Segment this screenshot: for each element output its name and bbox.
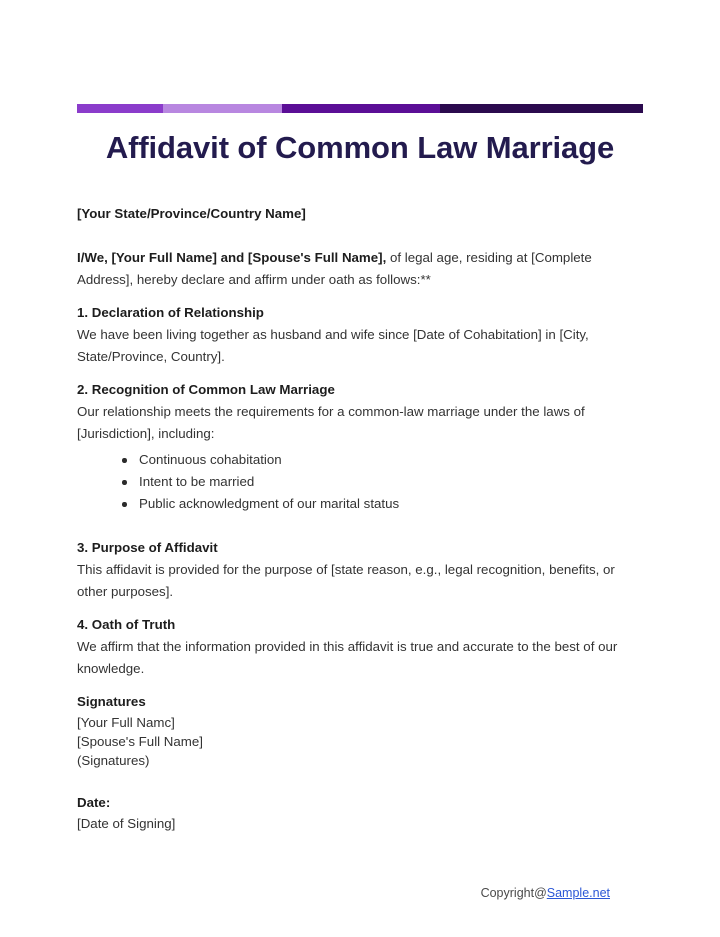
document-content <box>77 203 643 833</box>
date-value: [Date of Signing] <box>77 816 176 831</box>
signature-line-signatures: (Signatures) <box>77 753 150 768</box>
section-body-1: We have been living together as husband and wife since [Date of Cohabitation] in [City, State/Province, Country]. <box>77 327 589 364</box>
preamble-paragraph <box>77 247 643 291</box>
list-item: Continuous cohabitation <box>122 449 643 471</box>
list-item: Intent to be married <box>122 471 643 493</box>
section-heading-2: 2. Recognition of Common Law Marriage <box>77 382 335 397</box>
list-item: Public acknowledgment of our marital status <box>122 493 643 515</box>
section-heading-1: 1. Declaration of Relationship <box>77 305 264 320</box>
signature-line-your-name: [Your Full Namc] <box>77 715 175 730</box>
footer-copyright <box>481 885 610 901</box>
section-heading-3: 3. Purpose of Affidavit <box>77 540 218 555</box>
section-body-2: Our relationship meets the requirements for a common-law marriage under the laws of [Jurisdiction], including: <box>77 404 585 441</box>
preamble-bold-lead: I/We, [Your Full Name] and [Spouse's Full Name], <box>77 250 387 265</box>
accent-bar-segment-4 <box>440 104 643 113</box>
copyright-prefix: Copyright@ <box>480 886 547 900</box>
section-body-4: We affirm that the information provided in this affidavit is true and accurate to the best of our knowledge. <box>77 639 618 676</box>
sample-net-link[interactable]: Sample.net <box>546 886 610 900</box>
spacer <box>77 603 643 614</box>
section-heading-4: 4. Oath of Truth <box>77 617 176 632</box>
signatures-heading: Signatures <box>77 694 146 709</box>
section-body-3: This affidavit is provided for the purpose of [state reason, e.g., legal recognition, benefits, or other purposes]. <box>77 562 615 599</box>
spacer <box>77 368 643 379</box>
spacer <box>77 680 643 691</box>
date-heading: Date: <box>77 795 111 810</box>
preamble-rest: of legal age, residing at [Complete Address], hereby declare and affirm under oath as follows:** <box>77 250 592 287</box>
spacer <box>77 515 643 537</box>
accent-bar-segment-2 <box>163 104 282 113</box>
decorative-accent-bar <box>77 104 643 113</box>
signature-line-spouse-name: [Spouse's Full Name] <box>77 734 203 749</box>
accent-bar-segment-1 <box>77 104 163 113</box>
spacer <box>77 291 643 302</box>
accent-bar-segment-3 <box>282 104 440 113</box>
document-title: Affidavit of Common Law Marriage <box>105 130 615 165</box>
document-body <box>77 104 643 833</box>
requirements-list <box>77 449 643 515</box>
spacer <box>77 225 643 247</box>
spacer <box>77 770 643 792</box>
jurisdiction-line: [Your State/Province/Country Name] <box>77 206 306 221</box>
